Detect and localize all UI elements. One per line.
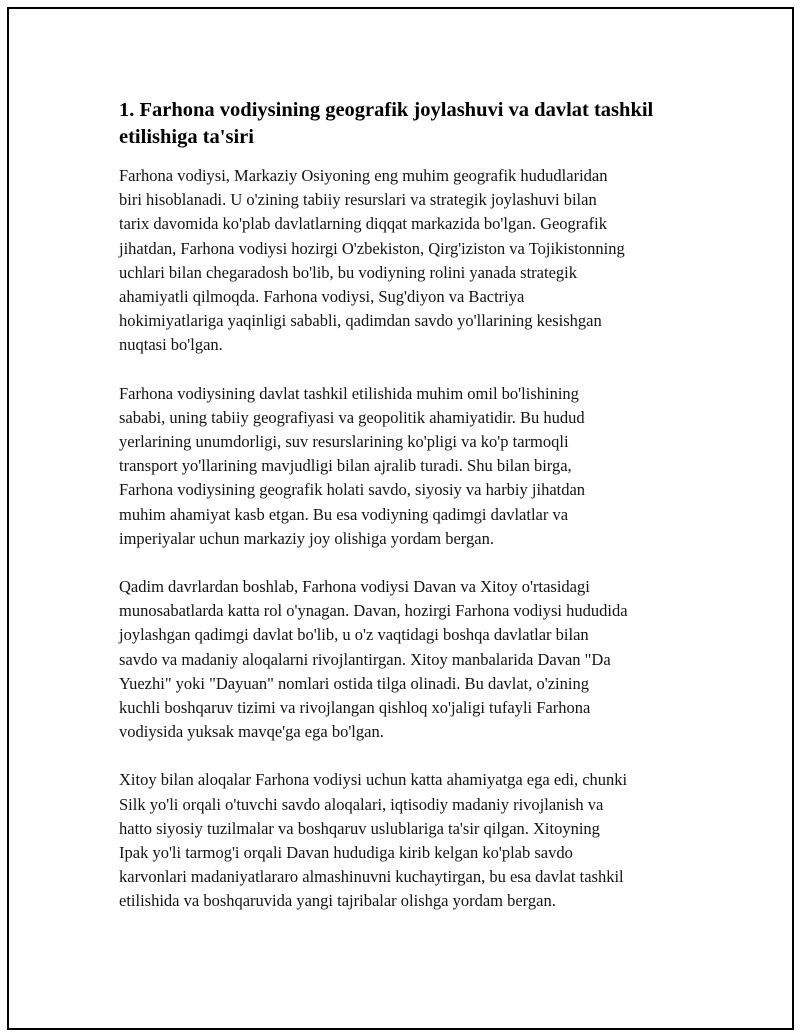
paragraph-3 — [119, 575, 699, 744]
text-line: Farhona vodiysi, Markaziy Osiyoning eng muhim geografik hududlaridan — [119, 166, 608, 185]
text-line: Qadim davrlardan boshlab, Farhona vodiysi Davan va Xitoy o'rtasidagi — [119, 577, 590, 597]
text-line: sababi, uning tabiiy geografiyasi va geopolitik ahamiyatidir. Bu hudud — [119, 407, 585, 427]
paragraph-1 — [119, 164, 699, 358]
text-line: Farhona vodiysining davlat tashkil etilishida muhim omil bo'lishining — [119, 383, 579, 403]
text-line: etilishida va boshqaruvida yangi tajribalar olishga yordam bergan. — [119, 891, 556, 911]
text-line: uchlari bilan chegaradosh bo'lib, bu vodiyning rolini yanada strategik — [119, 262, 577, 282]
text-line: jihatdan, Farhona vodiysi hozirgi O'zbekiston, Qirg'iziston va Tojikistonning — [119, 238, 625, 258]
heading-line: etilishiga ta'siri — [119, 126, 254, 148]
text-line: Xitoy bilan aloqalar Farhona vodiysi uchun katta ahamiyatga ega edi, chunki — [119, 770, 628, 790]
text-line: ahamiyatli qilmoqda. Farhona vodiysi, Sug'diyon va Bactriya — [119, 287, 525, 307]
text-line: karvonlari madaniyatlararo almashinuvni kuchaytirgan, bu esa davlat tashkil — [119, 867, 624, 887]
page-frame — [7, 7, 794, 1030]
text-line: Yuezhi" yoki "Dayuan" nomlari ostida tilga olinadi. Bu davlat, o'zining — [119, 673, 589, 693]
text-line: joylashgan qadimgi davlat bo'lib, u o'z vaqtidagi boshqa davlatlar bilan — [119, 625, 589, 645]
text-line: biri hisoblanadi. U o'zining tabiiy resurslari va strategik joylashuvi bilan — [119, 190, 597, 210]
text-line: Farhona vodiysining geografik holati savdo, siyosiy va harbiy jihatdan — [119, 480, 586, 500]
text-line: hatto siyosiy tuzilmalar va boshqaruv uslublariga ta'sir qilgan. Xitoyning — [119, 818, 600, 838]
text-line: vodiysida yuksak mavqe'ga ega bo'lgan. — [119, 722, 384, 742]
text-line: Silk yo'li orqali o'tuvchi savdo aloqalari, iqtisodiy madaniy rivojlanish va — [119, 794, 604, 814]
text-line: imperiyalar uchun markaziy joy olishiga yordam bergan. — [119, 528, 494, 548]
text-line: Ipak yo'li tarmog'i orqali Davan hududiga kirib kelgan ko'plab savdo — [119, 843, 573, 863]
text-line: muhim ahamiyat kasb etgan. Bu esa vodiyning qadimgi davlatlar va — [119, 504, 569, 524]
document-body — [119, 97, 699, 938]
text-line: savdo va madaniy aloqalarni rivojlantirgan. Xitoy manbalarida Davan "Da — [119, 649, 611, 669]
text-line: hokimiyatlariga yaqinligi sababli, qadimdan savdo yo'llarining kesishgan — [119, 311, 602, 331]
text-line: munosabatlarda katta rol o'ynagan. Davan, hozirgi Farhona vodiysi hududida — [119, 601, 628, 621]
text-line: transport yo'llarining mavjudligi bilan ajralib turadi. Shu bilan birga, — [119, 456, 572, 476]
section-heading — [119, 97, 699, 151]
text-line: yerlarining unumdorligi, suv resurslarining ko'pligi va ko'p tarmoqli — [119, 432, 569, 452]
text-line: kuchli boshqaruv tizimi va rivojlangan qishloq xo'jaligi tufayli Farhona — [119, 698, 591, 718]
paragraph-2 — [119, 382, 699, 551]
paragraph-4 — [119, 768, 699, 913]
text-line: nuqtasi bo'lgan. — [119, 335, 223, 355]
heading-line: 1. Farhona vodiysining geografik joylashuvi va davlat tashkil — [119, 99, 654, 121]
text-line: tarix davomida ko'plab davlatlarning diqqat markazida bo'lgan. Geografik — [119, 214, 607, 234]
